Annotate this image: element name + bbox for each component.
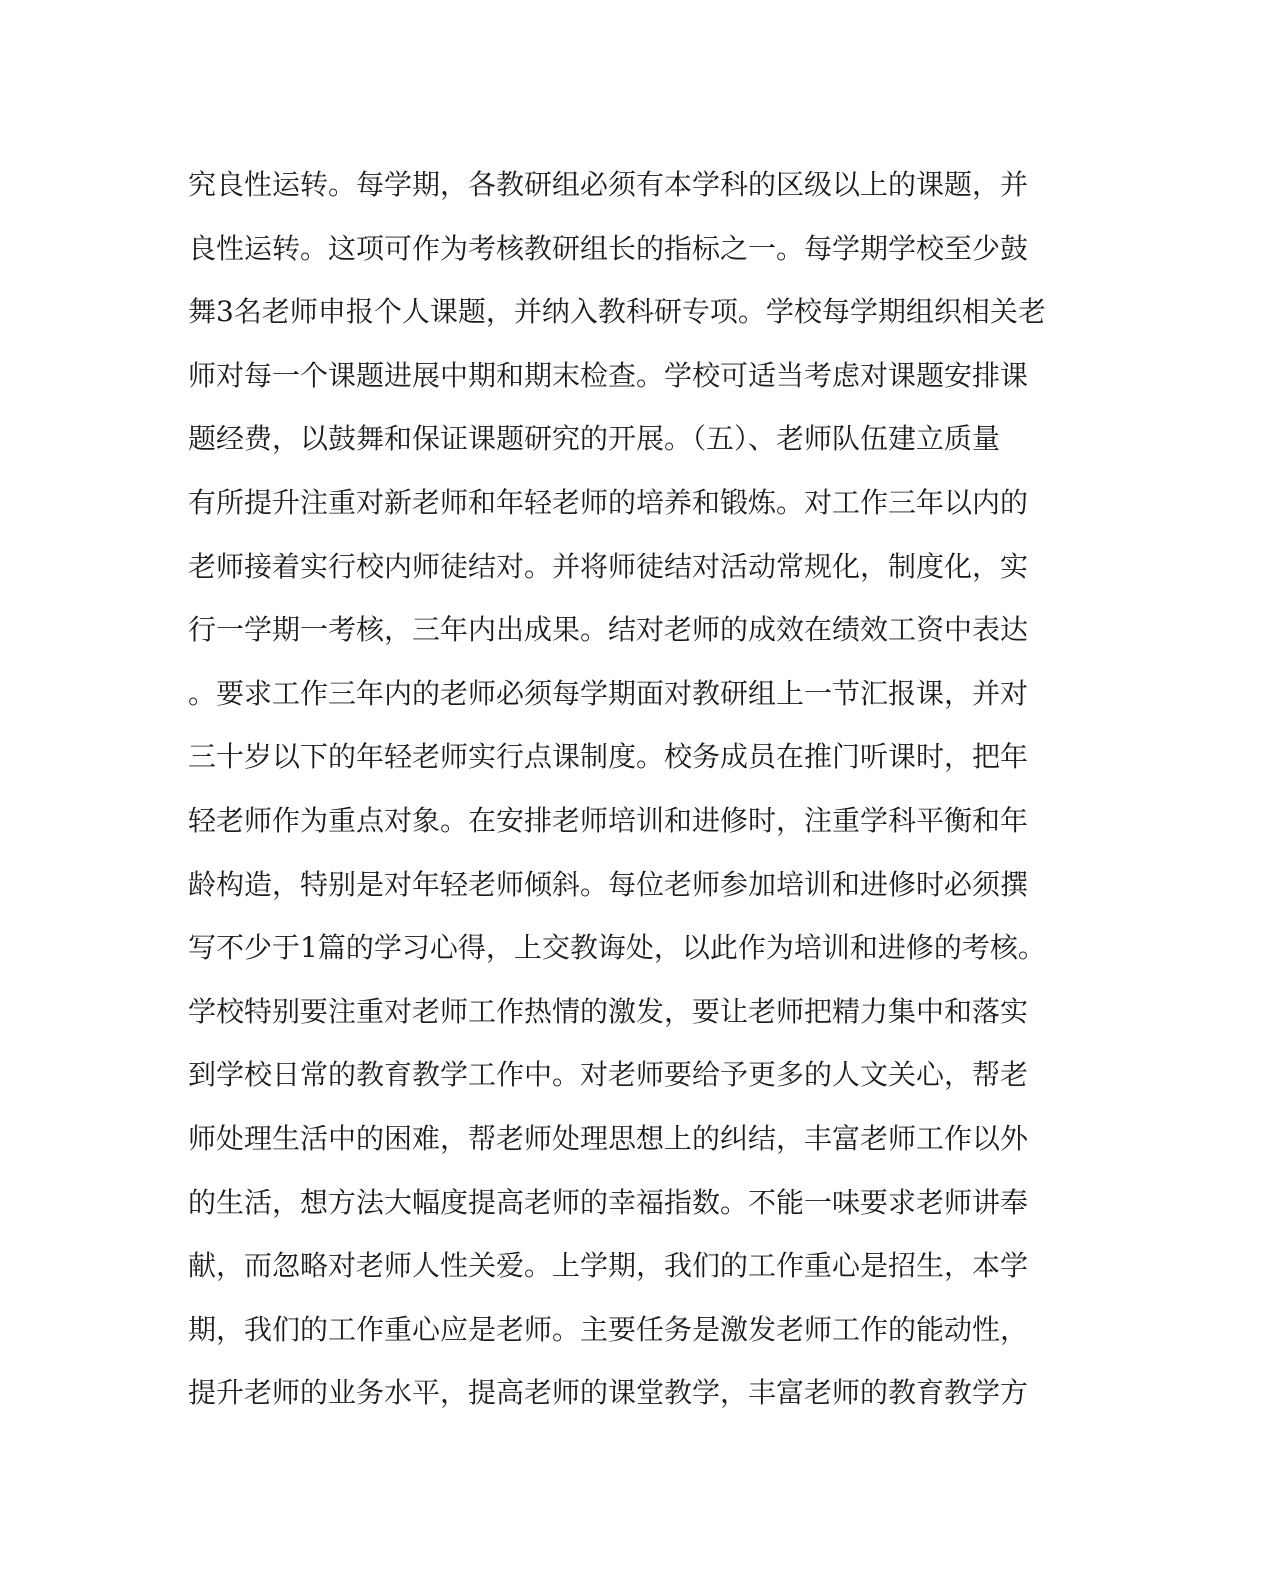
text-line: 有所提升注重对新老师和年轻老师的培养和锻炼。对工作三年以内的: [188, 485, 1029, 519]
text-line: 师对每一个课题进展中期和期末检查。学校可适当考虑对课题安排课: [188, 358, 1029, 392]
body-text: [188, 162, 1088, 1434]
text-line: 题经费，以鼓舞和保证课题研究的开展。（五）、老师队伍建立质量: [188, 422, 1001, 456]
text-line: 提升老师的业务水平，提高老师的课堂教学，丰富老师的教育教学方: [188, 1376, 1029, 1410]
text-line: 行一学期一考核，三年内出成果。结对老师的成效在绩效工资中表达: [188, 613, 1029, 647]
text-line: 。要求工作三年内的老师必须每学期面对教研组上一节汇报课，并对: [188, 676, 1029, 710]
text-line: 师处理生活中的困难，帮老师处理思想上的纠结，丰富老师工作以外: [188, 1121, 1029, 1155]
text-line: 良性运转。这项可作为考核教研组长的指标之一。每学期学校至少鼓: [188, 231, 1029, 265]
text-line: 写不少于1篇的学习心得，上交教诲处，以此作为培训和进修的考核。: [188, 931, 1046, 965]
text-line: 的生活，想方法大幅度提高老师的幸福指数。不能一味要求老师讲奉: [188, 1185, 1029, 1219]
text-line: 献，而忽略对老师人性关爱。上学期，我们的工作重心是招生，本学: [188, 1249, 1029, 1283]
text-line: 究良性运转。每学期，各教研组必须有本学科的区级以上的课题，并: [188, 168, 1029, 201]
text-line: 老师接着实行校内师徒结对。并将师徒结对活动常规化，制度化，实: [188, 549, 1029, 583]
text-line: 龄构造，特别是对年轻老师倾斜。每位老师参加培训和进修时必须撰: [188, 867, 1029, 901]
text-line: 三十岁以下的年轻老师实行点课制度。校务成员在推门听课时，把年: [188, 740, 1029, 774]
text-line: 学校特别要注重对老师工作热情的激发，要让老师把精力集中和落实: [188, 994, 1029, 1028]
text-line: 轻老师作为重点对象。在安排老师培训和进修时，注重学科平衡和年: [188, 803, 1029, 837]
text-line: 舞3名老师申报个人课题，并纳入教科研专项。学校每学期组织相关老: [188, 295, 1046, 329]
text-line: 期，我们的工作重心应是老师。主要任务是激发老师工作的能动性，: [188, 1312, 1029, 1346]
text-line: 到学校日常的教育教学工作中。对老师要给予更多的人文关心，帮老: [188, 1058, 1029, 1092]
